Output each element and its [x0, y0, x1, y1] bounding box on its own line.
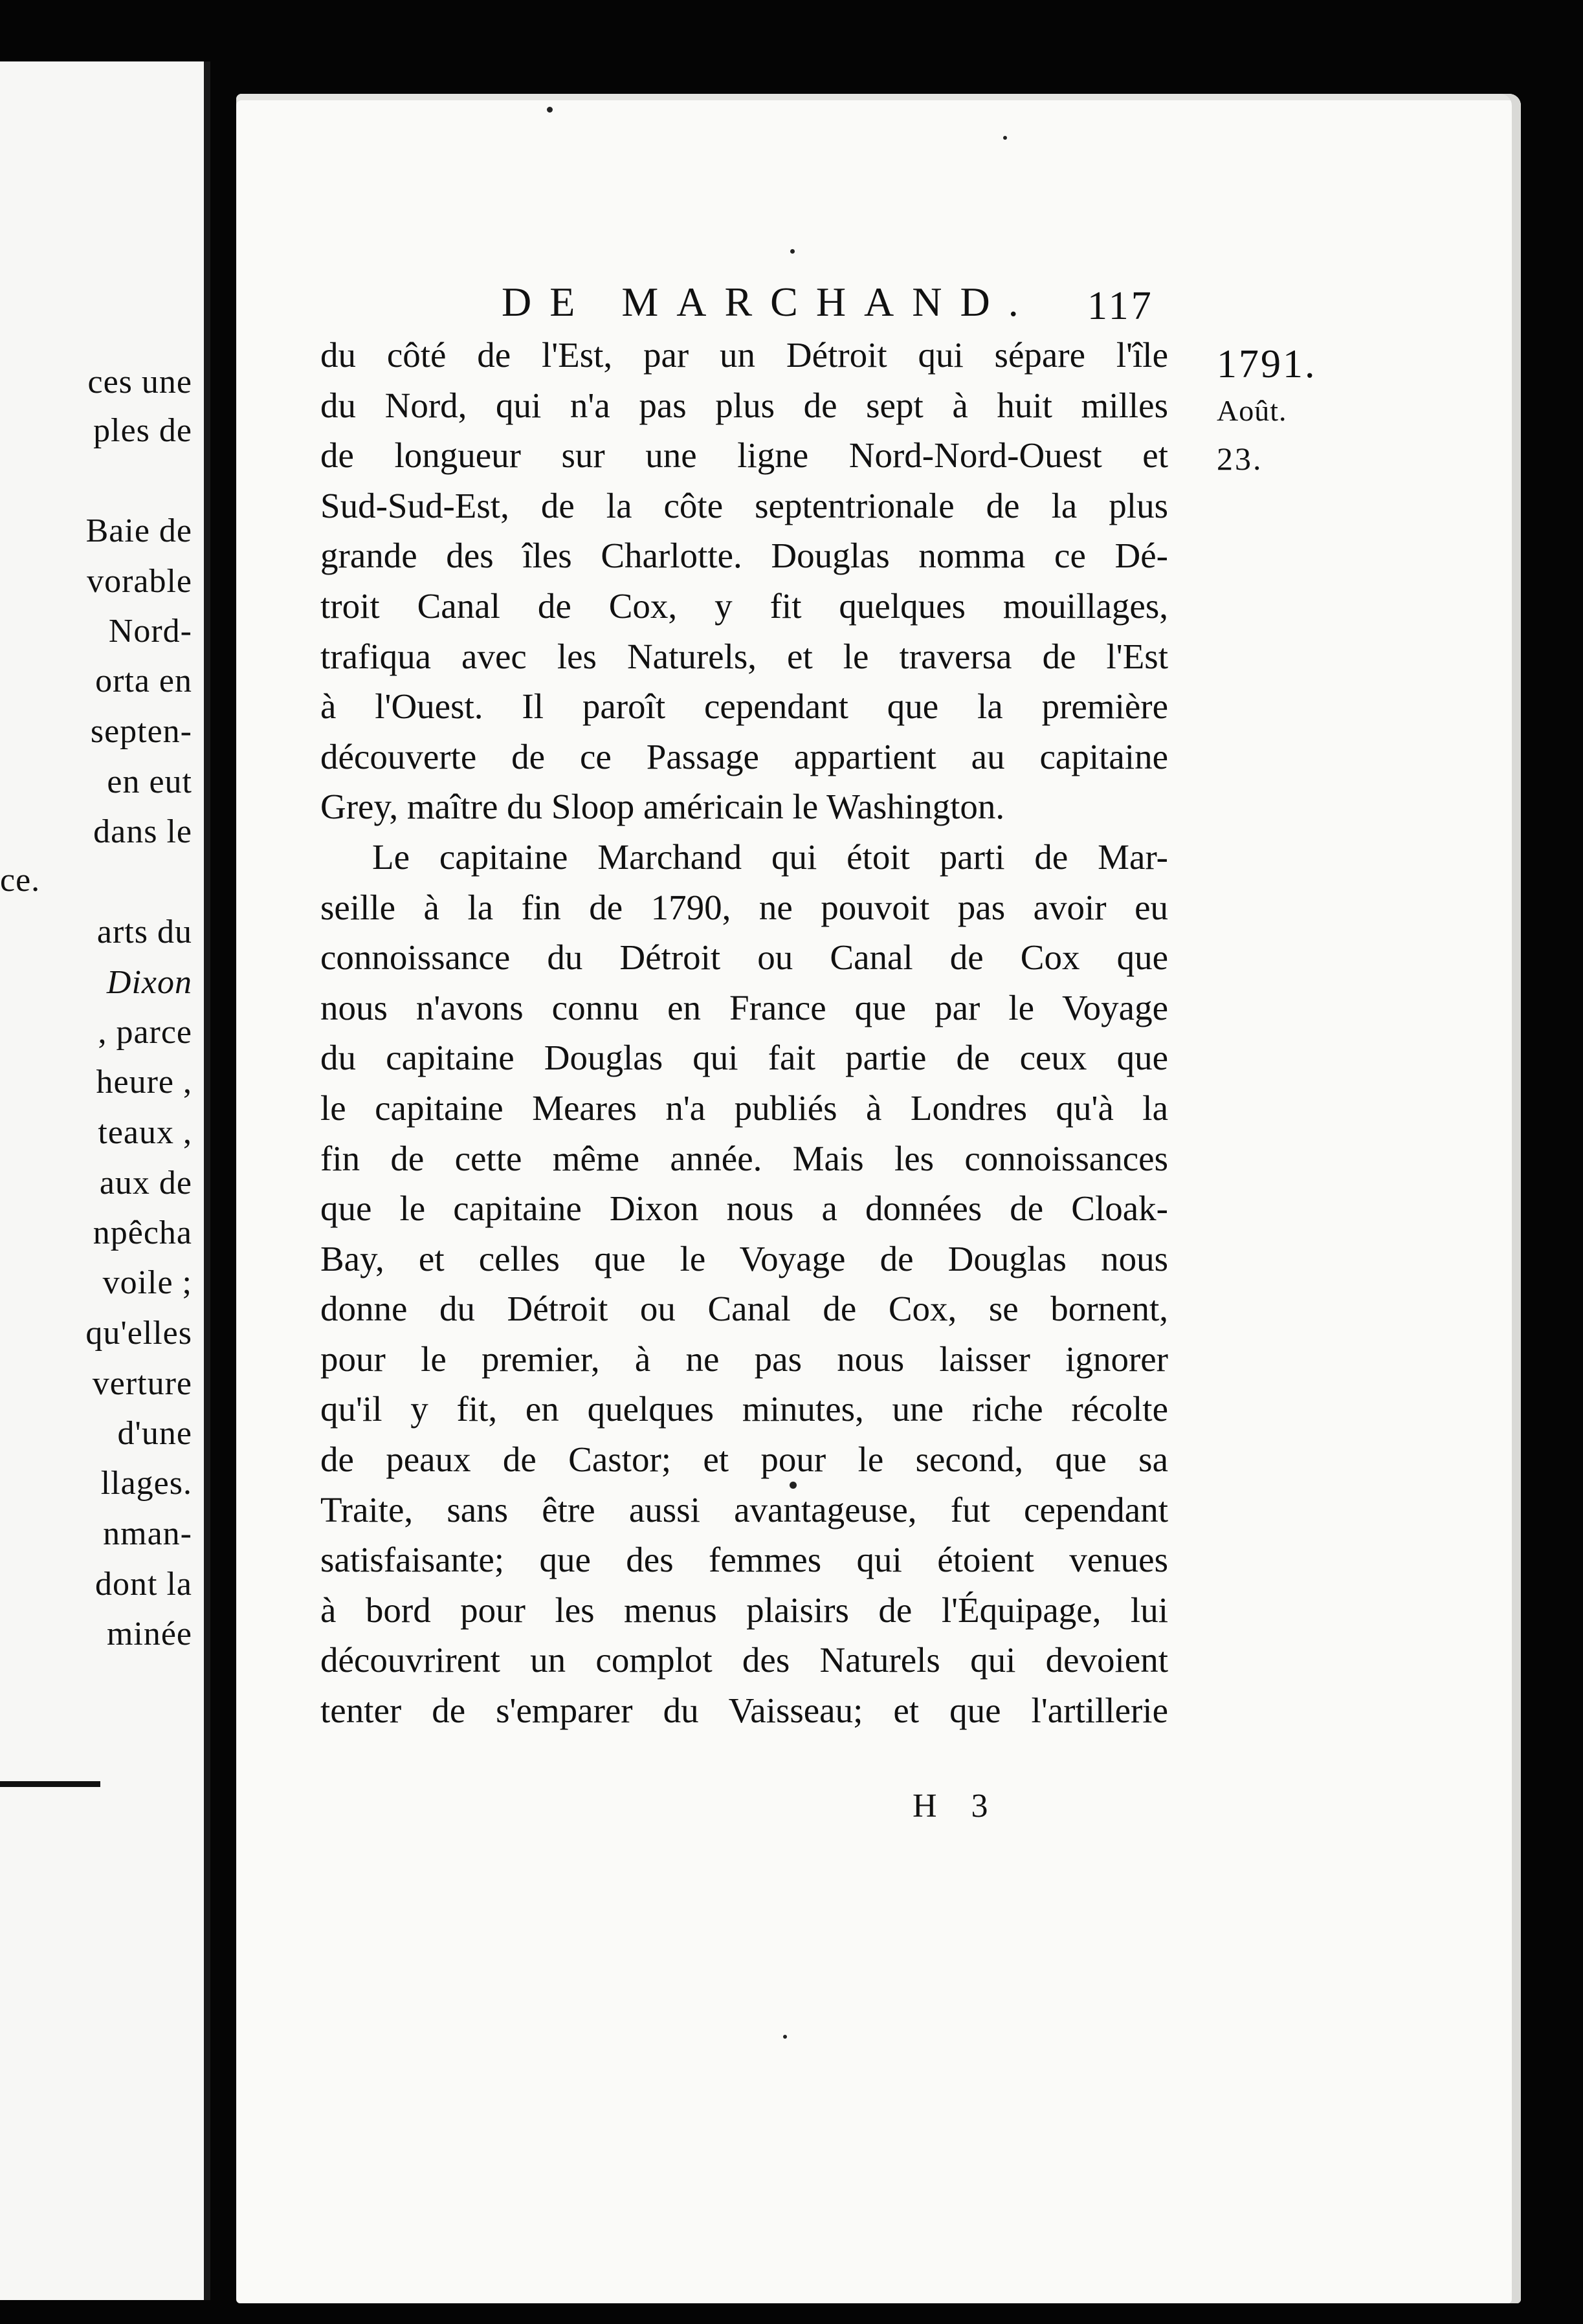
text-line: qu'il y fit, en quelques minutes, une riche récolte — [320, 1389, 1168, 1429]
text-line: de longueur sur une ligne Nord-Nord-Ouest et — [320, 435, 1168, 476]
text-line: Traite, sans être aussi avantageuse, fut cependant — [320, 1489, 1168, 1529]
ink-speck — [547, 107, 553, 113]
text-line: Sud-Sud-Est, de la côte septentrionale de la plus — [320, 485, 1168, 525]
text-line: du côté de l'Est, par un Détroit qui sépare l'île — [320, 335, 1168, 375]
previous-page — [0, 61, 210, 2300]
margin-year: 1791. — [1217, 342, 1317, 386]
section-rule — [0, 1781, 100, 1787]
text-line: troit Canal de Cox, y fit quelques mouillages, — [320, 586, 1168, 626]
left-page-line: dont la — [95, 1566, 192, 1603]
text-line: du capitaine Douglas qui fait partie de ceux que — [320, 1038, 1168, 1078]
running-head: DE MARCHAND. — [502, 279, 1037, 325]
text-line: à l'Ouest. Il paroît cependant que la première — [320, 686, 1168, 727]
left-page-line: npêcha — [93, 1214, 192, 1251]
body-text — [320, 330, 1168, 1736]
signature-mark: H 3 — [913, 1788, 1001, 1825]
text-line: nous n'avons connu en France que par le Voyage — [320, 987, 1168, 1027]
left-page-line: nman- — [103, 1515, 192, 1552]
text-line: découverte de ce Passage appartient au capitaine — [320, 736, 1168, 776]
text-line: satisfaisante; que des femmes qui étoient venues — [320, 1540, 1168, 1580]
text-line: le capitaine Meares n'a publiés à Londres qu'à la — [320, 1088, 1168, 1128]
left-page-line: arts du — [96, 914, 192, 950]
left-page-line: vorable — [87, 563, 192, 600]
text-line: à bord pour les menus plaisirs de l'Équipage, lui — [320, 1590, 1168, 1630]
ink-speck — [1003, 136, 1007, 140]
left-page-line: ples de — [93, 412, 192, 449]
text-line: tenter de s'emparer du Vaisseau; et que l'artillerie — [320, 1691, 1168, 1731]
text-line: donne du Détroit ou Canal de Cox, se bornent, — [320, 1289, 1168, 1329]
left-page-line: Nord- — [108, 613, 192, 650]
left-page-line: aux de — [99, 1165, 192, 1201]
left-page-line: ce. — [0, 862, 41, 899]
text-line: seille à la fin de 1790, ne pouvoit pas avoir eu — [320, 887, 1168, 927]
left-page-line: ces une — [87, 364, 192, 400]
left-page-line: dans le — [93, 813, 192, 850]
left-page-line: minée — [106, 1616, 192, 1652]
left-page-line: heure , — [96, 1064, 192, 1101]
text-line: Bay, et celles que le Voyage de Douglas nous — [320, 1238, 1168, 1278]
text-line: grande des îles Charlotte. Douglas nomma ce Dé- — [320, 536, 1168, 576]
text-line: Le capitaine Marchand qui étoit parti de Mar- — [372, 837, 1168, 877]
left-page-line: llages. — [100, 1465, 192, 1502]
text-line: connoissance du Détroit ou Canal de Cox que — [320, 937, 1168, 978]
margin-day: 23. — [1217, 441, 1263, 477]
ink-speck — [783, 2035, 787, 2039]
left-page-line: en eut — [107, 763, 192, 800]
ink-speck — [790, 249, 795, 254]
left-page-line: septen- — [90, 713, 192, 750]
text-line: que le capitaine Dixon nous a données de Cloak- — [320, 1189, 1168, 1229]
left-page-line: orta en — [95, 663, 192, 699]
text-line: découvrirent un complot des Naturels qui devoient — [320, 1640, 1168, 1680]
left-page-line: teaux , — [98, 1114, 192, 1151]
left-page-line: Baie de — [85, 512, 192, 549]
margin-month: Août. — [1217, 394, 1287, 427]
left-page-line: qu'elles — [85, 1315, 192, 1352]
left-page-line: d'une — [117, 1415, 192, 1452]
text-line: pour le premier, à ne pas nous laisser ignorer — [320, 1339, 1168, 1379]
left-page-line: verture — [92, 1365, 192, 1402]
page-number: 117 — [1087, 284, 1154, 328]
text-line: Grey, maître du Sloop américain le Washington. — [320, 787, 1005, 827]
left-page-line: voile ; — [102, 1264, 192, 1301]
left-page-line: , parce — [98, 1014, 192, 1051]
left-page-line: Dixon — [106, 964, 192, 1001]
text-line: trafiqua avec les Naturels, et le traversa de l'Est — [320, 636, 1168, 676]
text-line: du Nord, qui n'a pas plus de sept à huit milles — [320, 385, 1168, 425]
text-line: de peaux de Castor; et pour le second, que sa — [320, 1440, 1168, 1480]
text-line: fin de cette même année. Mais les connoissances — [320, 1138, 1168, 1178]
